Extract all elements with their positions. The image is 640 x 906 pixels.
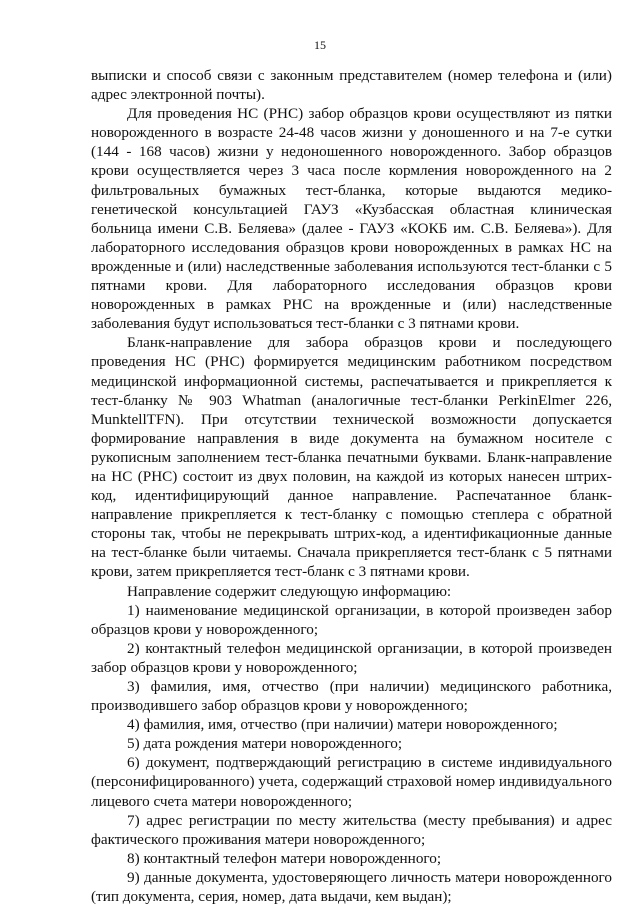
page-number: 15 <box>314 38 326 52</box>
list-item-7: 7) адрес регистрации по месту жительства (месту пребывания) и адрес фактического проживания матери новорожденного; <box>91 811 612 848</box>
list-item-8: 8) контактный телефон матери новорожденного; <box>127 849 442 867</box>
list-item-9: 9) данные документа, удостоверяющего личность матери новорожденного (тип документа, серия, номер, дата выдачи, кем выдан); <box>91 868 612 906</box>
list-item-4: 4) фамилия, имя, отчество (при наличии) матери новорожденного; <box>127 716 558 734</box>
list-item-2: 2) контактный телефон медицинской организации, в которой произведен забор образцов крови у новорожденного; <box>91 639 612 676</box>
list-item-1: 1) наименование медицинской организации, в которой произведен забор образцов крови у новорожденного; <box>91 601 612 638</box>
list-item-6: 6) документ, подтверждающий регистрацию в системе индивидуального (персонифицированного) учета, содержащий страховой номер индивидуального лицевого счета матери новорожденного; <box>91 754 612 810</box>
list-item-5: 5) дата рождения матери новорожденного; <box>127 735 403 753</box>
paragraph-blood-sampling: Для проведения НС (РНС) забор образцов крови осуществляют из пятки новорожденного в возрасте 24-48 часов жизни у доношенного и на 7-е сутки (144 - 168 часов) жизни у недоношенного новорожденного. Забор образцов крови осуществляется через 3 часа после кормления новорожденного на 2 фильтровальных бумажных тест-бланка, которые выдаются медико-генетической консультацией ГАУЗ «Кузбасская областная клиническая больница имени С.В. Беляева» (далее - ГАУЗ «КОКБ им. С.В. Беляева»). Для лабораторного исследования образцов крови новорожденных в рамках НС на врожденные и (или) наследственные заболевания используются тест-бланки с 5 пятнами крови. Для лабораторного исследования образцов крови новорожденных в рамках РНС на врожденные и (или) наследственные заболевания будут использоваться тест-бланки с 3 пятнами крови. <box>91 105 612 333</box>
paragraph-referral-form: Бланк-направление для забора образцов крови и последующего проведения НС (РНС) формируется медицинским работником посредством медицинской информационной системы, распечатывается и прикрепляется к тест-бланку № 903 Whatman (аналогичные тест-бланки PerkinElmer 226, MunktellTFN). При отсутствии технической возможности допускается формирование направления в виде документа на бумажном носителе с рукописным заполнением тест-бланка печатными буквами. Бланк-направление на НС (РНС) состоит из двух половин, на каждой из которых нанесен штрих-код, идентифицирующий данное направление. Распечатанное бланк-направление прикрепляется к тест-бланку с помощью степлера с обратной стороны так, чтобы не перекрывать штрих-код, а идентификационные данные на тест-бланке были читаемы. Сначала прикрепляется тест-бланк с 5 пятнами крови, затем прикрепляется тест-бланк с 3 пятнами крови. <box>91 334 612 581</box>
list-item-3: 3) фамилия, имя, отчество (при наличии) медицинского работника, производившего забор образцов крови у новорожденного; <box>91 678 612 715</box>
paragraph-contact-continuation: выписки и способ связи с законным представителем (номер телефона и (или) адрес электронной почты). <box>91 67 612 104</box>
paragraph-referral-contents-intro: Направление содержит следующую информацию: <box>127 582 452 600</box>
document-body <box>91 66 612 906</box>
